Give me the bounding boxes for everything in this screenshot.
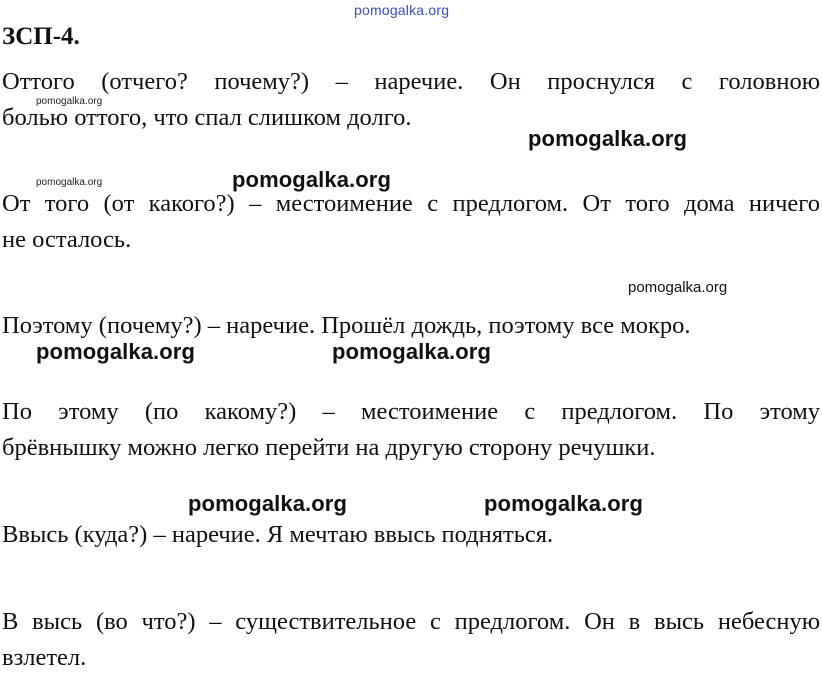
watermark-large: pomogalka.org — [36, 339, 195, 364]
paragraph-1 — [2, 64, 820, 136]
watermark-large: pomogalka.org — [332, 339, 491, 364]
paragraph-5 — [2, 517, 820, 553]
watermark-large: pomogalka.org — [528, 126, 687, 151]
top-watermark-link: pomogalka.org — [354, 2, 450, 18]
paragraph-4 — [2, 394, 820, 466]
paragraph-line: В высь (во что?) – существительное с предлогом. Он в высь небесную — [2, 608, 820, 635]
paragraph-line: По этому (по какому?) – местоимение с предлогом. По этому — [2, 398, 820, 425]
paragraph-line: не осталось. — [2, 226, 132, 253]
paragraph-2 — [2, 186, 820, 258]
paragraph-6 — [2, 604, 820, 676]
page-title: ЗСП-4. — [2, 23, 80, 50]
watermark-large: pomogalka.org — [188, 491, 347, 516]
paragraph-line: Ввысь (куда?) – наречие. Я мечтаю ввысь подняться. — [2, 521, 554, 548]
paragraph-line: болью оттого, что спал слишком долго. — [2, 104, 412, 131]
paragraph-line: взлетел. — [2, 644, 87, 671]
paragraph-line: От того (от какого?) – местоимение с предлогом. От того дома ничего — [2, 190, 820, 217]
watermark-large: pomogalka.org — [484, 491, 643, 516]
paragraph-line: брёвнышку можно легко перейти на другую сторону речушки. — [2, 434, 656, 461]
watermark-small: pomogalka.org — [36, 96, 103, 107]
watermark-medium: pomogalka.org — [628, 279, 728, 296]
watermark-small: pomogalka.org — [36, 177, 103, 188]
paragraph-line: Поэтому (почему?) – наречие. Прошёл дождь, поэтому все мокро. — [2, 312, 691, 339]
paragraph-line: Оттого (отчего? почему?) – наречие. Он проснулся с головною — [2, 68, 820, 95]
watermark-large: pomogalka.org — [232, 167, 391, 192]
